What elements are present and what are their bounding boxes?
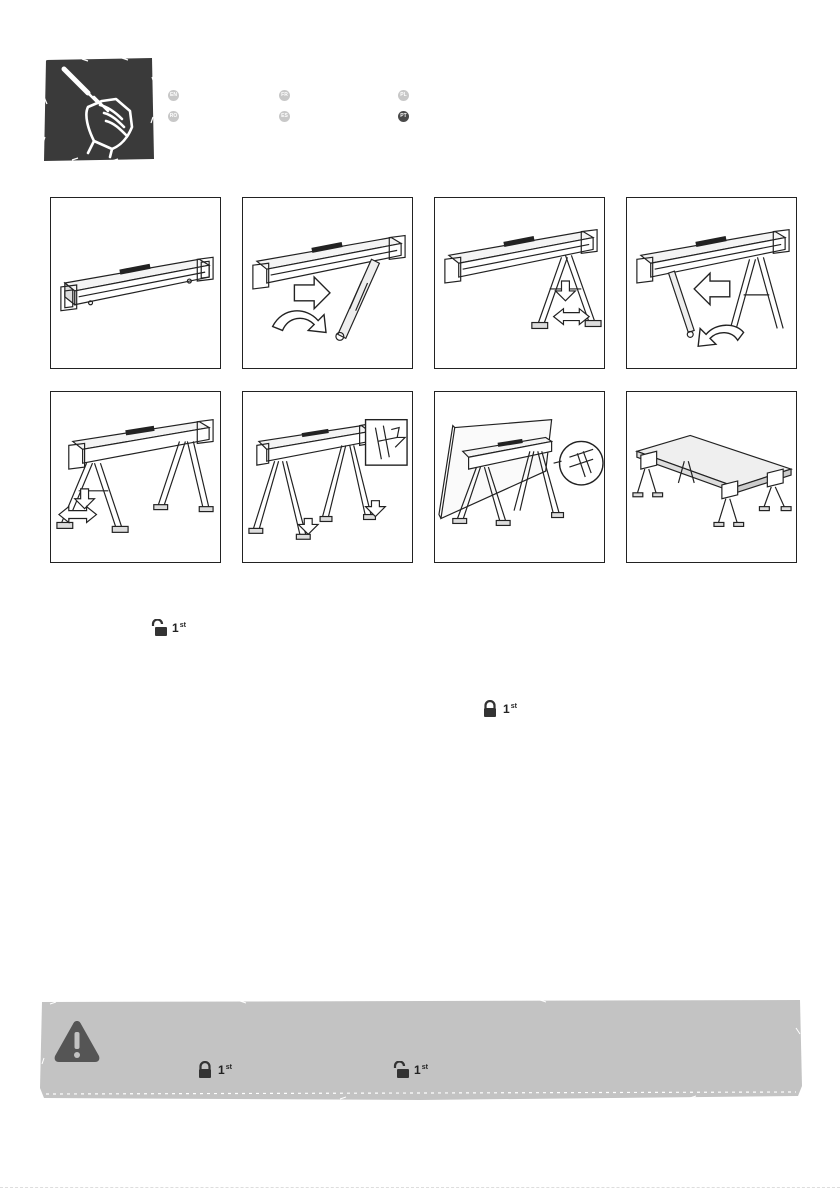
step-2-unfold-first-leg [242, 197, 413, 369]
ordinal-number: 1 [218, 1063, 225, 1077]
lang-badge-pl: PL [398, 90, 409, 101]
ordinal-number: 1 [414, 1063, 421, 1077]
step-1-closed-trestle [50, 197, 221, 369]
ordinal-suffix: st [225, 1064, 232, 1071]
step-8-workbench-complete [626, 391, 797, 563]
ordinal-suffix: st [179, 622, 186, 629]
unlock-first-label [172, 621, 186, 635]
unlock-icon [150, 619, 168, 637]
step-5-lock-second-leg [50, 391, 221, 563]
unlock-icon [392, 1061, 410, 1079]
ordinal-number: 1 [172, 621, 179, 635]
warning-unlock-label [414, 1063, 428, 1077]
lang-badge-es: ES [279, 111, 290, 122]
lock-icon [481, 700, 499, 718]
step-7-insert-board [434, 391, 605, 563]
ordinal-suffix: st [510, 703, 517, 710]
step-6-adjust-height [242, 391, 413, 563]
lock-icon [196, 1061, 214, 1079]
lock-first-label [503, 702, 517, 716]
lang-badge-ro: RO [168, 111, 179, 122]
warning-triangle-icon [52, 1018, 102, 1064]
lang-badge-en: EN [168, 90, 179, 101]
language-selector [168, 90, 428, 122]
lang-badge-fr: FR [279, 90, 290, 101]
warning-lock-label [218, 1063, 232, 1077]
ordinal-number: 1 [503, 702, 510, 716]
lang-badge-pt: PT [398, 111, 409, 122]
ordinal-suffix: st [421, 1064, 428, 1071]
hand-screwdriver-icon [42, 57, 155, 162]
step-3-lock-first-leg [434, 197, 605, 369]
bottom-divider [0, 1187, 840, 1188]
step-4-unfold-second-leg [626, 197, 797, 369]
warning-band [40, 998, 802, 1102]
